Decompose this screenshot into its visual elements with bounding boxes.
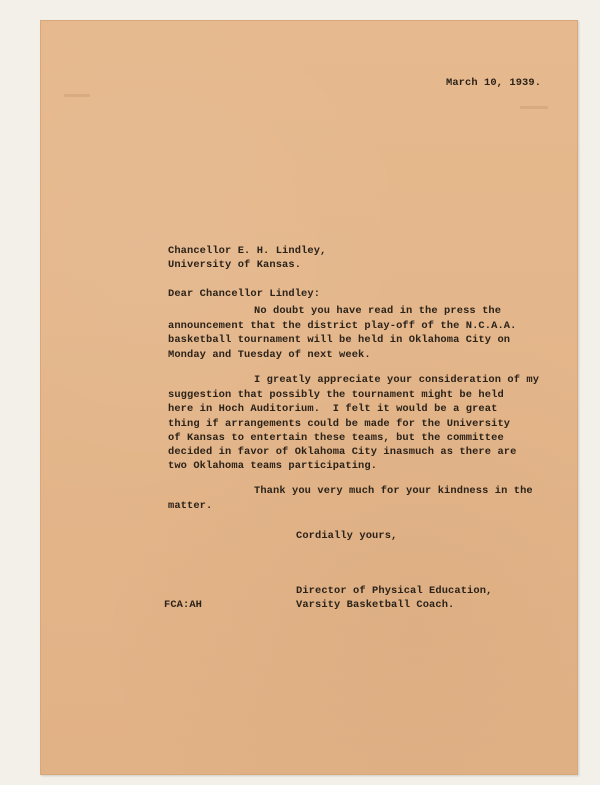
paragraph-1-line: basketball tournament will be held in Oklahoma City on — [168, 334, 511, 346]
signature-title-line-2: Varsity Basketball Coach. — [296, 599, 455, 611]
recipient-name: Chancellor E. H. Lindley, — [168, 245, 327, 257]
paragraph-1-line: announcement that the district play-off of the N.C.A.A. — [168, 320, 517, 332]
salutation: Dear Chancellor Lindley: — [168, 288, 321, 300]
bleed-through-mark-left — [64, 94, 90, 97]
paragraph-2-line: here in Hoch Auditorium. I felt it would be a great — [168, 403, 498, 415]
paragraph-1-line: Monday and Tuesday of next week. — [168, 349, 371, 361]
closing: Cordially yours, — [296, 530, 398, 542]
typist-initials: FCA:AH — [164, 599, 203, 611]
paragraph-1-line: No doubt you have read in the press the — [254, 305, 502, 317]
bleed-through-mark-right — [520, 106, 548, 109]
paragraph-2-line: suggestion that possibly the tournament might be held — [168, 389, 504, 401]
paragraph-3-line: matter. — [168, 500, 213, 512]
recipient-institution: University of Kansas. — [168, 259, 302, 271]
paragraph-2-line: of Kansas to entertain these teams, but the committee — [168, 432, 504, 444]
paragraph-2-line: two Oklahoma teams participating. — [168, 460, 378, 472]
paragraph-2-line: thing if arrangements could be made for the University — [168, 418, 511, 430]
letter-date: March 10, 1939. — [446, 77, 542, 89]
letter-sheet — [40, 20, 578, 775]
paragraph-3-line: Thank you very much for your kindness in the — [254, 485, 533, 497]
signature-title-line-1: Director of Physical Education, — [296, 585, 493, 597]
paragraph-2-line: I greatly appreciate your consideration of my — [254, 374, 540, 386]
paragraph-2-line: decided in favor of Oklahoma City inasmuch as there are — [168, 446, 517, 458]
